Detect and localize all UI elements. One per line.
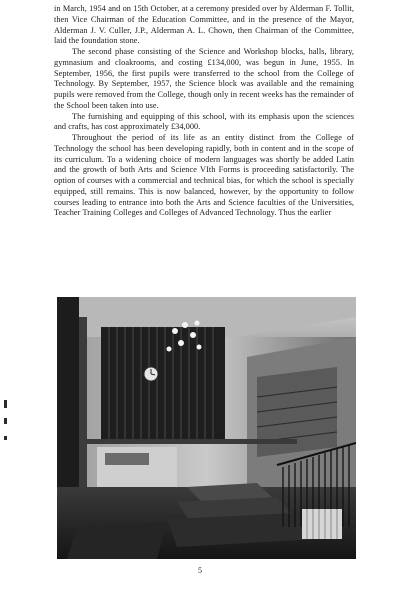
- hall-photograph: [57, 297, 356, 559]
- margin-mark: [4, 400, 7, 408]
- margin-mark: [4, 418, 7, 424]
- paragraph-1: in March, 1954 and on 15th October, at a ceremony presided over by Alderman F. Tollit, then Vice Chairman of the Education Committee, and in the presence of the Mayor, Alderman J. V. Culler, J.P., Alderman A. L. Chown, then Chairman of the Committee, laid the foundation stone.: [54, 4, 354, 46]
- body-text: [54, 4, 354, 219]
- page-number: 5: [198, 566, 202, 575]
- paragraph-4: Throughout the period of its life as an entity distinct from the College of Technology the school has been developing rapidly, both in content and in the scope of its curriculum. To a widening choice of modern languages was shortly be added Latin and the growth of both Arts and Science VIth Forms is proceeding satisfactorily. The option of courses with a commercial and technical bias, for which the school is specially equipped, still remains. This is now balanced, however, by the opportunity to follow courses leading to entrance into both the Arts and Science faculties of the Universities, Teacher Training Colleges and Colleges of Advanced Technology. Thus the earlier: [54, 133, 354, 218]
- margin-mark: [4, 436, 7, 440]
- paragraph-3: The furnishing and equipping of this school, with its emphasis upon the sciences and crafts, has cost approximately £34,000.: [54, 111, 354, 132]
- paragraph-2: The second phase consisting of the Science and Workshop blocks, halls, library, gymnasium and cloakrooms, and costing £134,000, was begun in June, 1955. In September, 1956, the first pupils were transferred to the school from the College of Technology. By September, 1957, the Science block was available and the remaining pupils were removed from the College, though only in recent weeks has the remainder of the School been taken into use.: [54, 47, 354, 110]
